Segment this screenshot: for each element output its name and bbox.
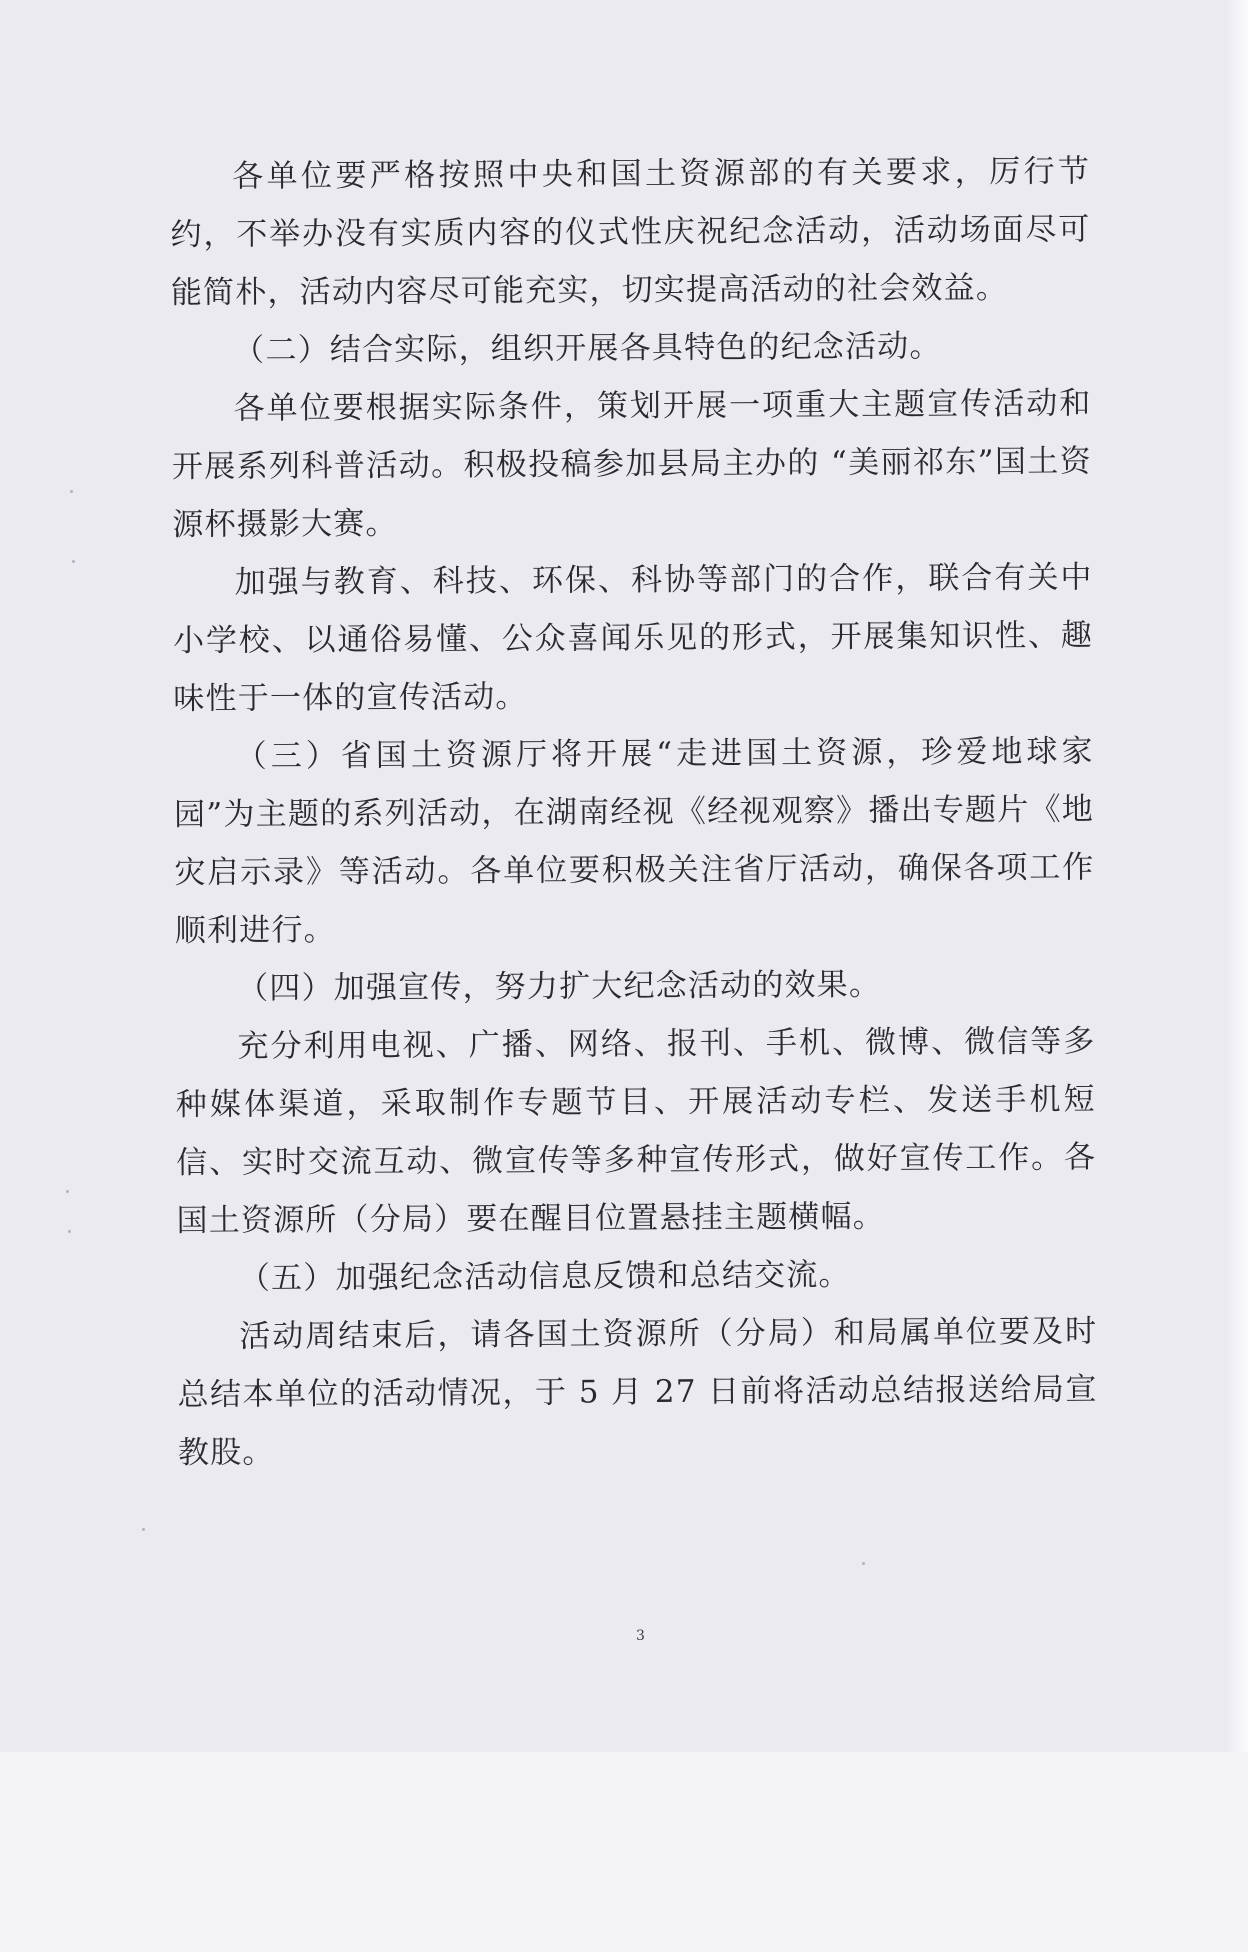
blank-area-below-page xyxy=(0,1752,1248,1952)
page-edge-shadow xyxy=(1226,0,1248,1752)
document-body xyxy=(170,142,1098,1482)
scan-speck xyxy=(70,490,73,493)
section-heading-5: （五）加强纪念活动信息反馈和总结交流。 xyxy=(238,1256,851,1297)
section-heading-2: （二）结合实际，组织开展各具特色的纪念活动。 xyxy=(233,328,942,369)
scan-speck xyxy=(68,1230,71,1233)
paragraph-provincial-activities: （三）省国土资源厅将开展“走进国土资源，珍爱地球家园”为主题的系列活动，在湖南经视《经视观察》播出专题片《地灾启示录》等活动。各单位要积极关注省厅活动，确保各项工作顺利进行。 xyxy=(173,733,1095,949)
paragraph-frugality: 各单位要严格按照中央和国土资源部的有关要求，厉行节约，不举办没有实质内容的仪式性庆祝纪念活动，活动场面尽可能简朴，活动内容尽可能充实，切实提高活动的社会效益。 xyxy=(170,153,1091,311)
page-number: 3 xyxy=(636,1628,645,1644)
scan-speck xyxy=(72,560,75,563)
paragraph-cooperation: 加强与教育、科技、环保、科协等部门的合作，联合有关中小学校、以通俗易懂、公众喜闻乐见的形式，开展集知识性、趣味性于一体的宣传活动。 xyxy=(172,559,1094,717)
paragraph-media: 充分利用电视、广播、网络、报刊、手机、微博、微信等多种媒体渠道，采取制作专题节目、开展活动专栏、发送手机短信、实时交流互动、微宣传等多种宣传形式，做好宣传工作。各国土资源所（分局）要在醒目位置悬挂主题横幅。 xyxy=(175,1023,1097,1239)
scan-speck xyxy=(862,1562,865,1565)
paragraph-campaign: 各单位要根据实际条件，策划开展一项重大主题宣传活动和开展系列科普活动。积极投稿参加县局主办的 “美丽祁东”国土资源杯摄影大赛。 xyxy=(171,385,1093,543)
paragraph-summary: 活动周结束后，请各国土资源所（分局）和局属单位要及时总结本单位的活动情况，于 5 月 27 日前将活动总结报送给局宣教股。 xyxy=(177,1313,1098,1471)
scan-speck xyxy=(66,1190,69,1193)
section-heading-4: （四）加强宣传，努力扩大纪念活动的效果。 xyxy=(237,966,882,1007)
scan-speck xyxy=(142,1528,145,1531)
